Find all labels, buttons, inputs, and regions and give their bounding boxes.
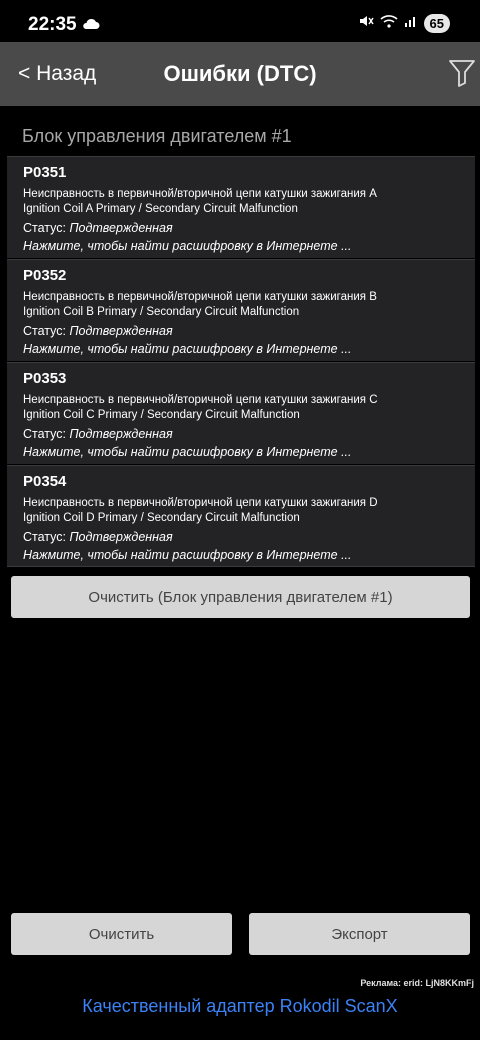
dtc-item-p0354[interactable] [7, 465, 475, 567]
wifi-icon [380, 14, 398, 33]
dtc-desc-ru: Неисправность в первичной/вторичной цепи катушки зажигания C [23, 394, 378, 406]
dtc-code: P0354 [23, 473, 67, 490]
dtc-status-value: Подтвержденная [69, 427, 173, 441]
back-button[interactable]: < Назад [18, 62, 97, 85]
dtc-item-p0352[interactable] [7, 259, 475, 361]
status-icons [358, 13, 450, 34]
signal-icon [404, 14, 418, 33]
dtc-status-value: Подтвержденная [69, 324, 173, 338]
filter-icon[interactable] [448, 58, 478, 90]
dtc-desc-en: Ignition Coil C Primary / Secondary Circuit Malfunction [23, 409, 300, 421]
clear-button[interactable]: Очистить [11, 913, 232, 955]
dtc-search-link[interactable]: Нажмите, чтобы найти расшифровку в Интернете ... [23, 342, 352, 356]
dtc-code: P0353 [23, 370, 67, 387]
dtc-list [7, 156, 475, 568]
dtc-desc-en: Ignition Coil D Primary / Secondary Circuit Malfunction [23, 512, 300, 524]
battery-indicator: 65 [424, 14, 450, 33]
dtc-code: P0352 [23, 267, 67, 284]
clear-ecu-button[interactable]: Очистить (Блок управления двигателем #1) [11, 576, 470, 618]
dtc-status-label: Статус: [23, 530, 70, 544]
page-title: Ошибки (DTC) [163, 61, 317, 86]
status-bar [0, 0, 480, 42]
export-button[interactable]: Экспорт [249, 913, 470, 955]
dtc-desc-ru: Неисправность в первичной/вторичной цепи катушки зажигания D [23, 497, 378, 509]
dtc-desc-ru: Неисправность в первичной/вторичной цепи катушки зажигания A [23, 188, 377, 200]
dtc-status-label: Статус: [23, 324, 70, 338]
ad-link[interactable]: Качественный адаптер Rokodil ScanX [82, 996, 398, 1016]
dtc-search-link[interactable]: Нажмите, чтобы найти расшифровку в Интернете ... [23, 445, 352, 459]
dtc-search-link[interactable]: Нажмите, чтобы найти расшифровку в Интернете ... [23, 548, 352, 562]
status-time: 22:35 [28, 14, 77, 35]
dtc-code: P0351 [23, 164, 67, 181]
app-bar [0, 42, 480, 106]
dtc-status [23, 220, 475, 237]
dtc-status [23, 529, 475, 546]
cloud-icon [82, 17, 100, 35]
dtc-item-p0353[interactable] [7, 362, 475, 464]
dtc-status [23, 426, 475, 443]
dtc-status-value: Подтвержденная [69, 530, 173, 544]
dtc-status-label: Статус: [23, 221, 70, 235]
ad-label: Реклама: erid: LjN8KKmFj [360, 978, 474, 988]
dtc-desc-en: Ignition Coil B Primary / Secondary Circuit Malfunction [23, 306, 300, 318]
dtc-status [23, 323, 475, 340]
dtc-desc-en: Ignition Coil A Primary / Secondary Circuit Malfunction [23, 203, 298, 215]
dtc-item-p0351[interactable] [7, 156, 475, 258]
dtc-status-value: Подтвержденная [69, 221, 173, 235]
dtc-search-link[interactable]: Нажмите, чтобы найти расшифровку в Интернете ... [23, 239, 352, 253]
dtc-status-label: Статус: [23, 427, 70, 441]
mute-icon [358, 13, 374, 34]
dtc-desc-ru: Неисправность в первичной/вторичной цепи катушки зажигания B [23, 291, 377, 303]
section-title: Блок управления двигателем #1 [22, 126, 292, 146]
